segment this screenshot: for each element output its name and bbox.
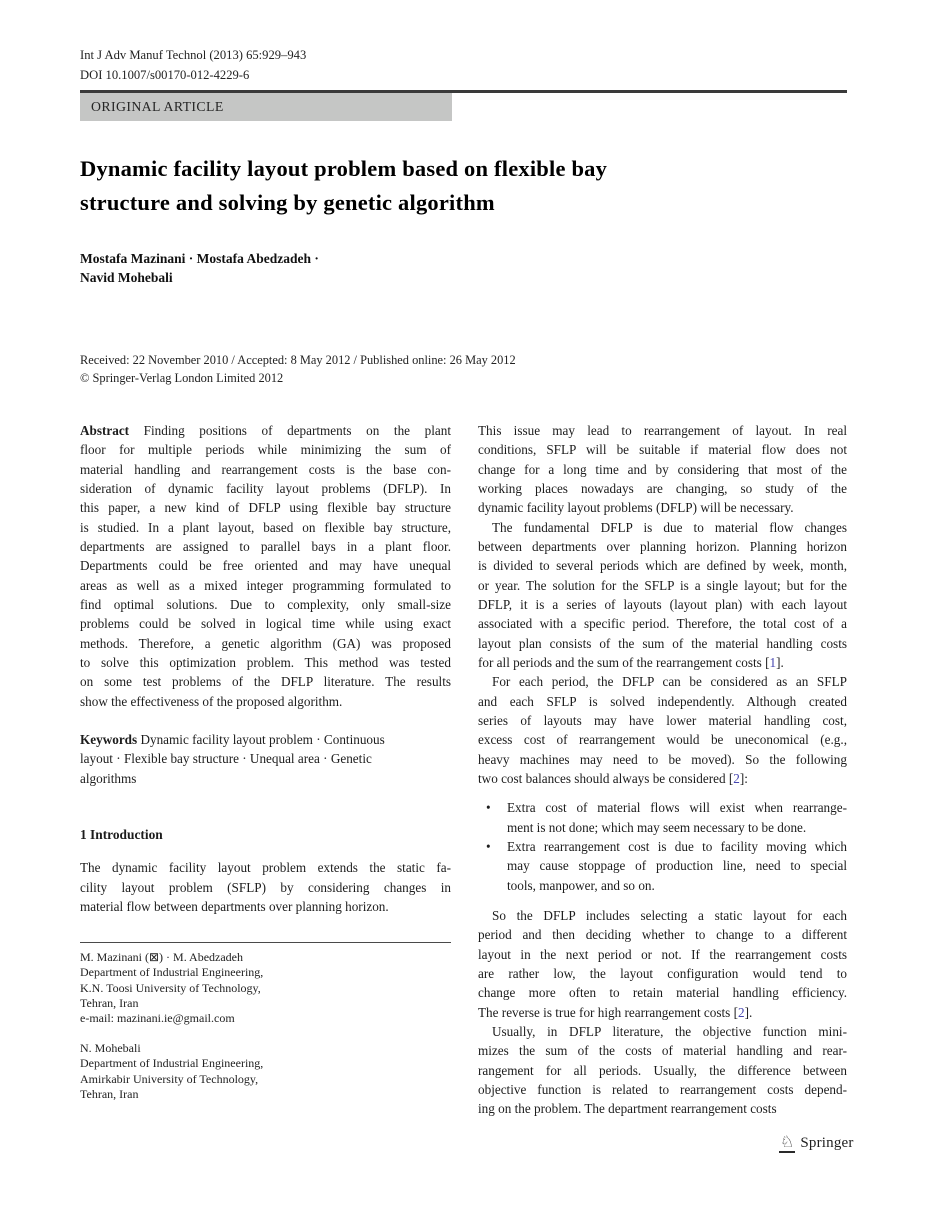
text-line: cility layout problem (SFLP) by considering changes in [80, 879, 451, 895]
journal-doi: DOI 10.1007/s00170-012-4229-6 [80, 68, 250, 82]
text-line: problems could be solved in logical time while using exact [80, 616, 451, 632]
text-line: Abstract Finding positions of departments on the plant [80, 423, 451, 438]
journal-citation: Int J Adv Manuf Technol (2013) 65:929–943 [80, 48, 307, 62]
text-line: series of layouts may have lower material handling cost, [478, 712, 847, 728]
text-line: Department of Industrial Engineering, [80, 1056, 264, 1071]
text-line: layout in the next period or not. If the rearrangement costs [478, 946, 847, 962]
text-line: e-mail: mazinani.ie@gmail.com [80, 1011, 235, 1026]
text-line: material flow between departments over planning horizon. [80, 898, 389, 914]
article-type-badge: ORIGINAL ARTICLE [80, 93, 452, 121]
text-line: areas as well as a mixed integer programming formulated to [80, 577, 451, 593]
introduction-paragraph [80, 858, 451, 916]
right-column [478, 421, 847, 1118]
text-line: algorithms [80, 770, 137, 786]
text-line: Extra rearrangement cost is due to facility moving which [507, 838, 847, 854]
abstract-paragraph [80, 421, 451, 711]
article-title [80, 152, 607, 219]
text-line: this paper, a new kind of DFLP using flexible bay structure [80, 500, 451, 516]
author-names [80, 250, 319, 287]
text-line: show the effectiveness of the proposed algorithm. [80, 693, 343, 709]
text-line: structure and solving by genetic algorithm [80, 189, 495, 215]
text-line: two cost balances should always be considered [2]: [478, 770, 748, 786]
text-line: rangement for all periods. Usually, the difference between [478, 1062, 847, 1078]
text-line: sideration of dynamic facility layout problems (DFLP). In [80, 480, 451, 496]
text-line: departments are assigned to parallel bays in a plant floor. [80, 538, 451, 554]
publisher-name: Springer [800, 1135, 854, 1151]
text-line: is divided to several periods which are defined by week, month, [478, 558, 847, 574]
text-line: heavy machines may need to be moved). So the following [478, 751, 847, 767]
text-line: Tehran, Iran [80, 995, 139, 1010]
correspondence-block-2 [80, 1041, 451, 1102]
text-line: Departments could be free oriented and may have unequal [80, 558, 451, 574]
bullet-text [507, 837, 847, 895]
text-line: is studied. In a plant layout, based on flexible bay structure, [80, 519, 451, 535]
text-line: excess cost of rearrangement would be uneconomical (e.g., [478, 732, 847, 748]
text-line: The reverse is true for high rearrangement costs [2]. [478, 1004, 753, 1020]
text-line: Mostafa Mazinani · Mostafa Abedzadeh · [80, 251, 319, 266]
text-line: working places nowadays are changing, so study of the [478, 480, 847, 496]
left-column [80, 421, 451, 1102]
text-line: material handling and rearrangement costs is the base con- [80, 461, 451, 477]
text-line: tools, manpower, and so on. [507, 877, 655, 893]
text-line: for all periods and the sum of the rearrangement costs [1]. [478, 654, 784, 670]
text-line: may cause stoppage of production line, need to special [507, 858, 847, 874]
text-line: layout plan consists of the sum of the material handling costs [478, 635, 847, 651]
text-line: ment is not done; which may seem necessary to be done. [507, 819, 807, 835]
text-line: between departments over planning horizon. Planning horizon [478, 538, 847, 554]
text-line: and each SFLP is solved independently. Although created [478, 693, 847, 709]
text-line: dynamic facility layout problems (DFLP) will be necessary. [478, 500, 794, 516]
publication-meta [80, 352, 516, 387]
text-line: find optimal solutions. Due to complexity, only small-size [80, 596, 451, 612]
correspondence-block-1 [80, 950, 451, 1026]
text-line: DFLP, it is a series of layouts (layout plan) with each layout [478, 596, 847, 612]
text-line: conditions, SFLP will be suitable if material flow does not [478, 442, 847, 458]
text-line: The fundamental DFLP is due to material flow changes [492, 519, 847, 535]
text-line: The dynamic facility layout problem extends the static fa- [80, 860, 451, 876]
bullet-text [507, 798, 847, 837]
citation-link[interactable]: 2 [737, 1004, 745, 1020]
text-line: change more often to retain material handling efficiency. [478, 985, 847, 1001]
body-paragraph-1 [478, 421, 847, 518]
citation-link[interactable]: 2 [733, 770, 740, 786]
text-line: objective function is related to rearrangement costs depend- [478, 1081, 847, 1097]
text-line: are rather low, the layout configuration would tend to [478, 965, 847, 981]
body-paragraph-2 [478, 518, 847, 673]
text-line: Tehran, Iran [80, 1086, 139, 1101]
text-line: period and then deciding whether to change to a different [478, 927, 847, 943]
received-accepted-line: Received: 22 November 2010 / Accepted: 8 May 2012 / Published online: 26 May 2012 [80, 353, 516, 367]
body-paragraph-5 [478, 1022, 847, 1119]
footnote-rule [80, 942, 451, 943]
text-line: to solve this optimization problem. This method was tested [80, 654, 451, 670]
text-line: associated with a specific period. Therefore, the total cost of a [478, 616, 847, 632]
keywords-paragraph [80, 730, 451, 788]
text-line: N. Mohebali [80, 1041, 141, 1056]
citation-link[interactable]: 1 [769, 654, 777, 670]
text-line: Amirkabir University of Technology, [80, 1071, 259, 1086]
text-line: Department of Industrial Engineering, [80, 965, 264, 980]
text-line: This issue may lead to rearrangement of layout. In real [478, 423, 847, 438]
text-line: Dynamic facility layout problem based on flexible bay [80, 156, 608, 181]
text-line: So the DFLP includes selecting a static layout for each [492, 907, 847, 923]
body-paragraph-3 [478, 672, 847, 788]
text-line: change for a long time and by considering that most of the [478, 461, 847, 477]
text-line: For each period, the DFLP can be considered as an SFLP [492, 674, 847, 690]
text-line: or year. The solution for the SFLP is a single layout; but for the [478, 577, 847, 593]
text-line: Navid Mohebali [80, 269, 173, 285]
text-line: Extra cost of material flows will exist when rearrange- [507, 800, 847, 816]
publisher-logo [779, 1134, 854, 1153]
bullet-list [478, 798, 847, 895]
bullet-marker-icon: • [486, 838, 491, 854]
section-heading-introduction: 1 Introduction [80, 826, 163, 842]
copyright-line: © Springer-Verlag London Limited 2012 [80, 370, 284, 385]
text-line: ing on the problem. The department rearrangement costs [478, 1101, 777, 1117]
text-line: K.N. Toosi University of Technology, [80, 980, 261, 995]
text-line: on some test problems of the DFLP literature. The results [80, 674, 451, 690]
bullet-marker-icon: • [486, 800, 491, 816]
body-paragraph-4 [478, 906, 847, 1022]
journal-header [80, 45, 306, 85]
text-line: layout · Flexible bay structure · Unequal area · Genetic [80, 751, 372, 767]
text-line: mizes the sum of the costs of material handling and rear- [478, 1043, 847, 1059]
text-line: methods. Therefore, a genetic algorithm (GA) was proposed [80, 635, 451, 651]
springer-knight-icon: ♘ [780, 1132, 795, 1151]
text-line: Keywords Dynamic facility layout problem · Continuous [80, 731, 385, 747]
text-line: M. Mazinani (⊠) · M. Abedzadeh [80, 950, 244, 965]
text-line: Usually, in DFLP literature, the objective function mini- [492, 1023, 847, 1039]
bullet-item-1 [478, 798, 847, 837]
text-line: floor for multiple periods while minimizing the sum of [80, 442, 451, 458]
bullet-item-2 [478, 837, 847, 895]
